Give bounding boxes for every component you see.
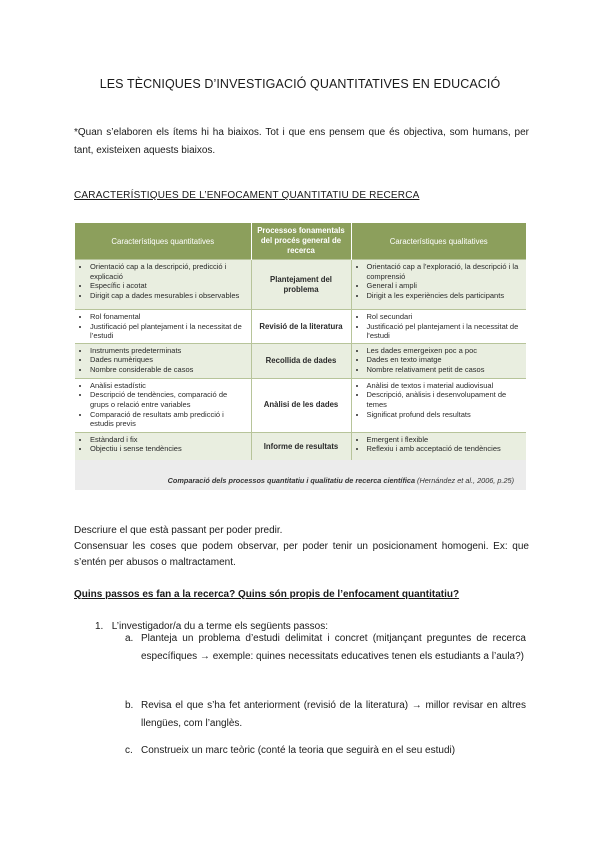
list-item: • Reflexiu i amb acceptació de tendències (367, 444, 524, 454)
process-cell: Recollida de dades (251, 343, 351, 378)
list-item: • Estàndard i fix (90, 435, 248, 445)
table-row (75, 432, 526, 460)
qualitative-cell (351, 260, 526, 310)
quantitative-cell (75, 343, 251, 378)
substep-letter: b. (125, 700, 134, 711)
quantitative-cell (75, 310, 251, 344)
body-text (74, 523, 529, 571)
substep (125, 630, 526, 666)
list-item: • Rol secundari (367, 312, 524, 322)
list-item: • Orientació cap a la descripció, predicció i explicació (90, 262, 248, 281)
list-item: • Significat profund dels resultats (367, 410, 524, 420)
step-number: 1. (95, 621, 104, 632)
qualitative-cell (351, 432, 526, 460)
quantitative-cell (75, 432, 251, 460)
process-cell: Revisió de la literatura (251, 310, 351, 344)
list-item: • Descripció de tendències, comparació de grups o relació entre variables (90, 390, 248, 409)
page-title: LES TÈCNIQUES D’INVESTIGACIÓ QUANTITATIVES EN EDUCACIÓ (99, 77, 501, 91)
substep-text: Planteja un problema d’estudi delimitat i concret (mitjançant preguntes de recerca específiques → exemple: quines necessitats educatives tenen els estudiants a l’aula?) (141, 633, 526, 662)
header-qualitative: Característiques qualitatives (351, 223, 526, 260)
substep (125, 742, 526, 760)
list-item: • Justificació pel plantejament i la necessitat de l’estudi (90, 322, 248, 341)
list-item: • Les dades emergeixen poc a poc (367, 346, 524, 356)
list-item: • Instruments predeterminats (90, 346, 248, 356)
list-item: • Nombre relativament petit de casos (367, 365, 524, 375)
table-row (75, 260, 526, 310)
caption-reference: (Hernández et al., 2006, p.25) (417, 476, 514, 485)
list-item: • Dirigit a les experiències dels participants (367, 291, 524, 301)
list-item: • Orientació cap a l’exploració, la descripció i la comprensió (367, 262, 524, 281)
list-item: • Anàlisi de textos i material audiovisual (367, 381, 524, 391)
qualitative-cell (351, 343, 526, 378)
list-item: • Emergent i flexible (367, 435, 524, 445)
header-quantitative: Característiques quantitatives (75, 223, 251, 260)
substep-text: Revisa el que s’ha fet anteriorment (revisió de la literatura) → millor revisar en altres llengües, com l’anglès. (141, 700, 526, 729)
list-item: • Dades numèriques (90, 355, 248, 365)
substep-text: Construeix un marc teòric (conté la teoria que seguirà en el seu estudi) (141, 745, 456, 756)
table-row (75, 310, 526, 344)
quantitative-cell (75, 260, 251, 310)
list-item: • General i ampli (367, 281, 524, 291)
list-item: • Dades en texto imatge (367, 355, 524, 365)
process-cell: Plantejament del problema (251, 260, 351, 310)
list-item: • Comparació de resultats amb predicció i estudis previs (90, 410, 248, 429)
qualitative-cell (351, 378, 526, 432)
substep-letter: a. (125, 633, 134, 644)
substep (125, 697, 526, 733)
process-cell: Informe de resultats (251, 432, 351, 460)
header-process: Processos fonamentals del procés general de recerca (251, 223, 351, 260)
table-caption (75, 476, 526, 485)
list-item: • Rol fonamental (90, 312, 248, 322)
bias-note: *Quan s’elaboren els ítems hi ha biaixos. Tot i que ens pensem que és objectiva, som humans, per tant, existeixen aquests biaixos. (74, 127, 529, 156)
question-heading: Quins passos es fan a la recerca? Quins són propis de l’enfocament quantitatiu? (74, 589, 460, 600)
list-item: • Dirigit cap a dades mesurables i observables (90, 291, 248, 301)
caption-text: Comparació dels processos quantitatiu i qualitatiu de recerca científica (167, 476, 416, 485)
quantitative-cell (75, 378, 251, 432)
process-cell: Anàlisi de les dades (251, 378, 351, 432)
step-text: L’investigador/a du a terme els següents passos: (111, 621, 329, 632)
list-item: • Anàlisi estadístic (90, 381, 248, 391)
comparison-table-figure (75, 223, 526, 490)
list-item: • Nombre considerable de casos (90, 365, 248, 375)
substep-letter: c. (125, 745, 133, 756)
list-item: • Descripció, anàlisis i desenvolupament de temes (367, 390, 524, 409)
table-row (75, 378, 526, 432)
qualitative-cell (351, 310, 526, 344)
section-heading: CARACTERÍSTIQUES DE L’ENFOCAMENT QUANTITATIU DE RECERCA (74, 190, 420, 201)
paragraph: Consensuar les coses que podem observar, per poder tenir un posicionament homogeni. Ex: que s’entén per abusos o maltractament. (74, 541, 529, 568)
table-row (75, 343, 526, 378)
comparison-table (75, 223, 526, 460)
list-item: • Objectiu i sense tendències (90, 444, 248, 454)
paragraph: Descriure el que està passant per poder predir. (74, 525, 283, 536)
list-item: • Justificació pel plantejament i la necessitat de l’estudi (367, 322, 524, 341)
list-item: • Específic i acotat (90, 281, 248, 291)
